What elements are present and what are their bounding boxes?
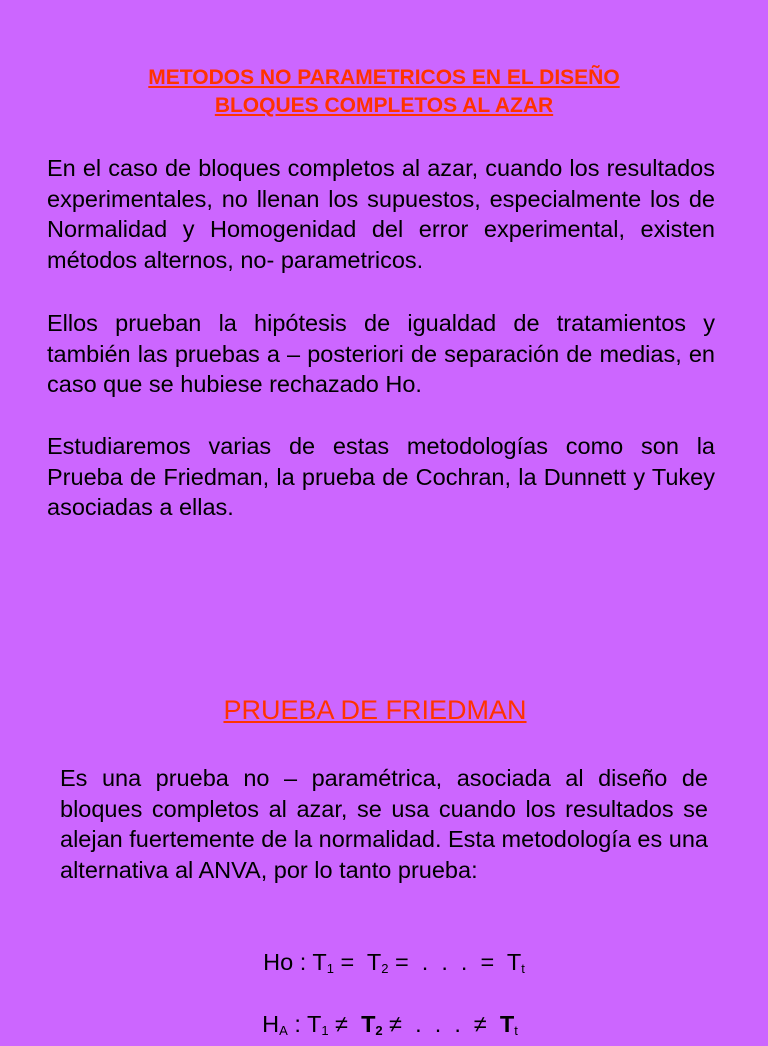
ha-subt: t	[514, 1023, 518, 1038]
ha-t1: T	[306, 1011, 322, 1037]
ha-t2: T	[361, 1011, 376, 1037]
ha-sub1: 1	[321, 1023, 329, 1038]
paragraph-hypothesis: Ellos prueban la hipótesis de igualdad de tratamientos y también las pruebas a – posteriori de separación de medias, en caso que se hubiese rechazado Ho.	[47, 310, 715, 397]
alternative-hypothesis	[6, 1009, 768, 1046]
h0-sub1: 1	[326, 961, 334, 976]
h0-tt: T	[506, 949, 522, 975]
null-hypothesis	[10, 947, 768, 984]
h0-sub2: 2	[381, 961, 389, 976]
ha-colon: :	[287, 1011, 307, 1037]
title-line-1: METODOS NO PARAMETRICOS EN EL DISEÑO	[148, 66, 620, 89]
paragraph-methods: Estudiaremos varias de estas metodologías como son la Prueba de Friedman, la prueba de Cochran, la Dunnett y Tukey asociadas a ellas.	[47, 433, 715, 520]
h0-colon: :	[293, 949, 313, 975]
ha-label: H	[262, 1011, 280, 1037]
slide-2-title: PRUEBA DE FRIEDMAN	[223, 695, 527, 725]
slide-2	[0, 600, 768, 1038]
ha-sub2: 2	[375, 1023, 383, 1038]
h0-eq1: =	[333, 949, 367, 975]
slide-1-title	[0, 64, 768, 120]
paragraph-friedman: Es una prueba no – paramétrica, asociada al diseño de bloques completos al azar, se usa cuando los resultados se alejan fuertemente de la normalidad. Esta metodología es una alternativa al ANVA, por lo tanto prueba:	[60, 765, 708, 883]
h0-eq2: = . . . =	[388, 949, 507, 975]
paragraph-intro: En el caso de bloques completos al azar, cuando los resultados experimentales, no llenan los supuestos, especialmente los de Normalidad y Homogenidad del error experimental, existen métodos alternos, no- parametricos.	[47, 155, 715, 273]
h0-t2: T	[366, 949, 382, 975]
h0-label: Ho	[263, 949, 294, 975]
h0-subt: t	[521, 961, 525, 976]
ha-tt: T	[499, 1011, 515, 1037]
title-line-2: BLOQUES COMPLETOS AL AZAR	[214, 94, 554, 117]
ha-neq2: ≠ . . . ≠	[382, 1011, 500, 1037]
h0-t1: T	[312, 949, 327, 975]
ha-label-sub: A	[279, 1023, 288, 1038]
ha-neq1: ≠	[328, 1011, 362, 1037]
